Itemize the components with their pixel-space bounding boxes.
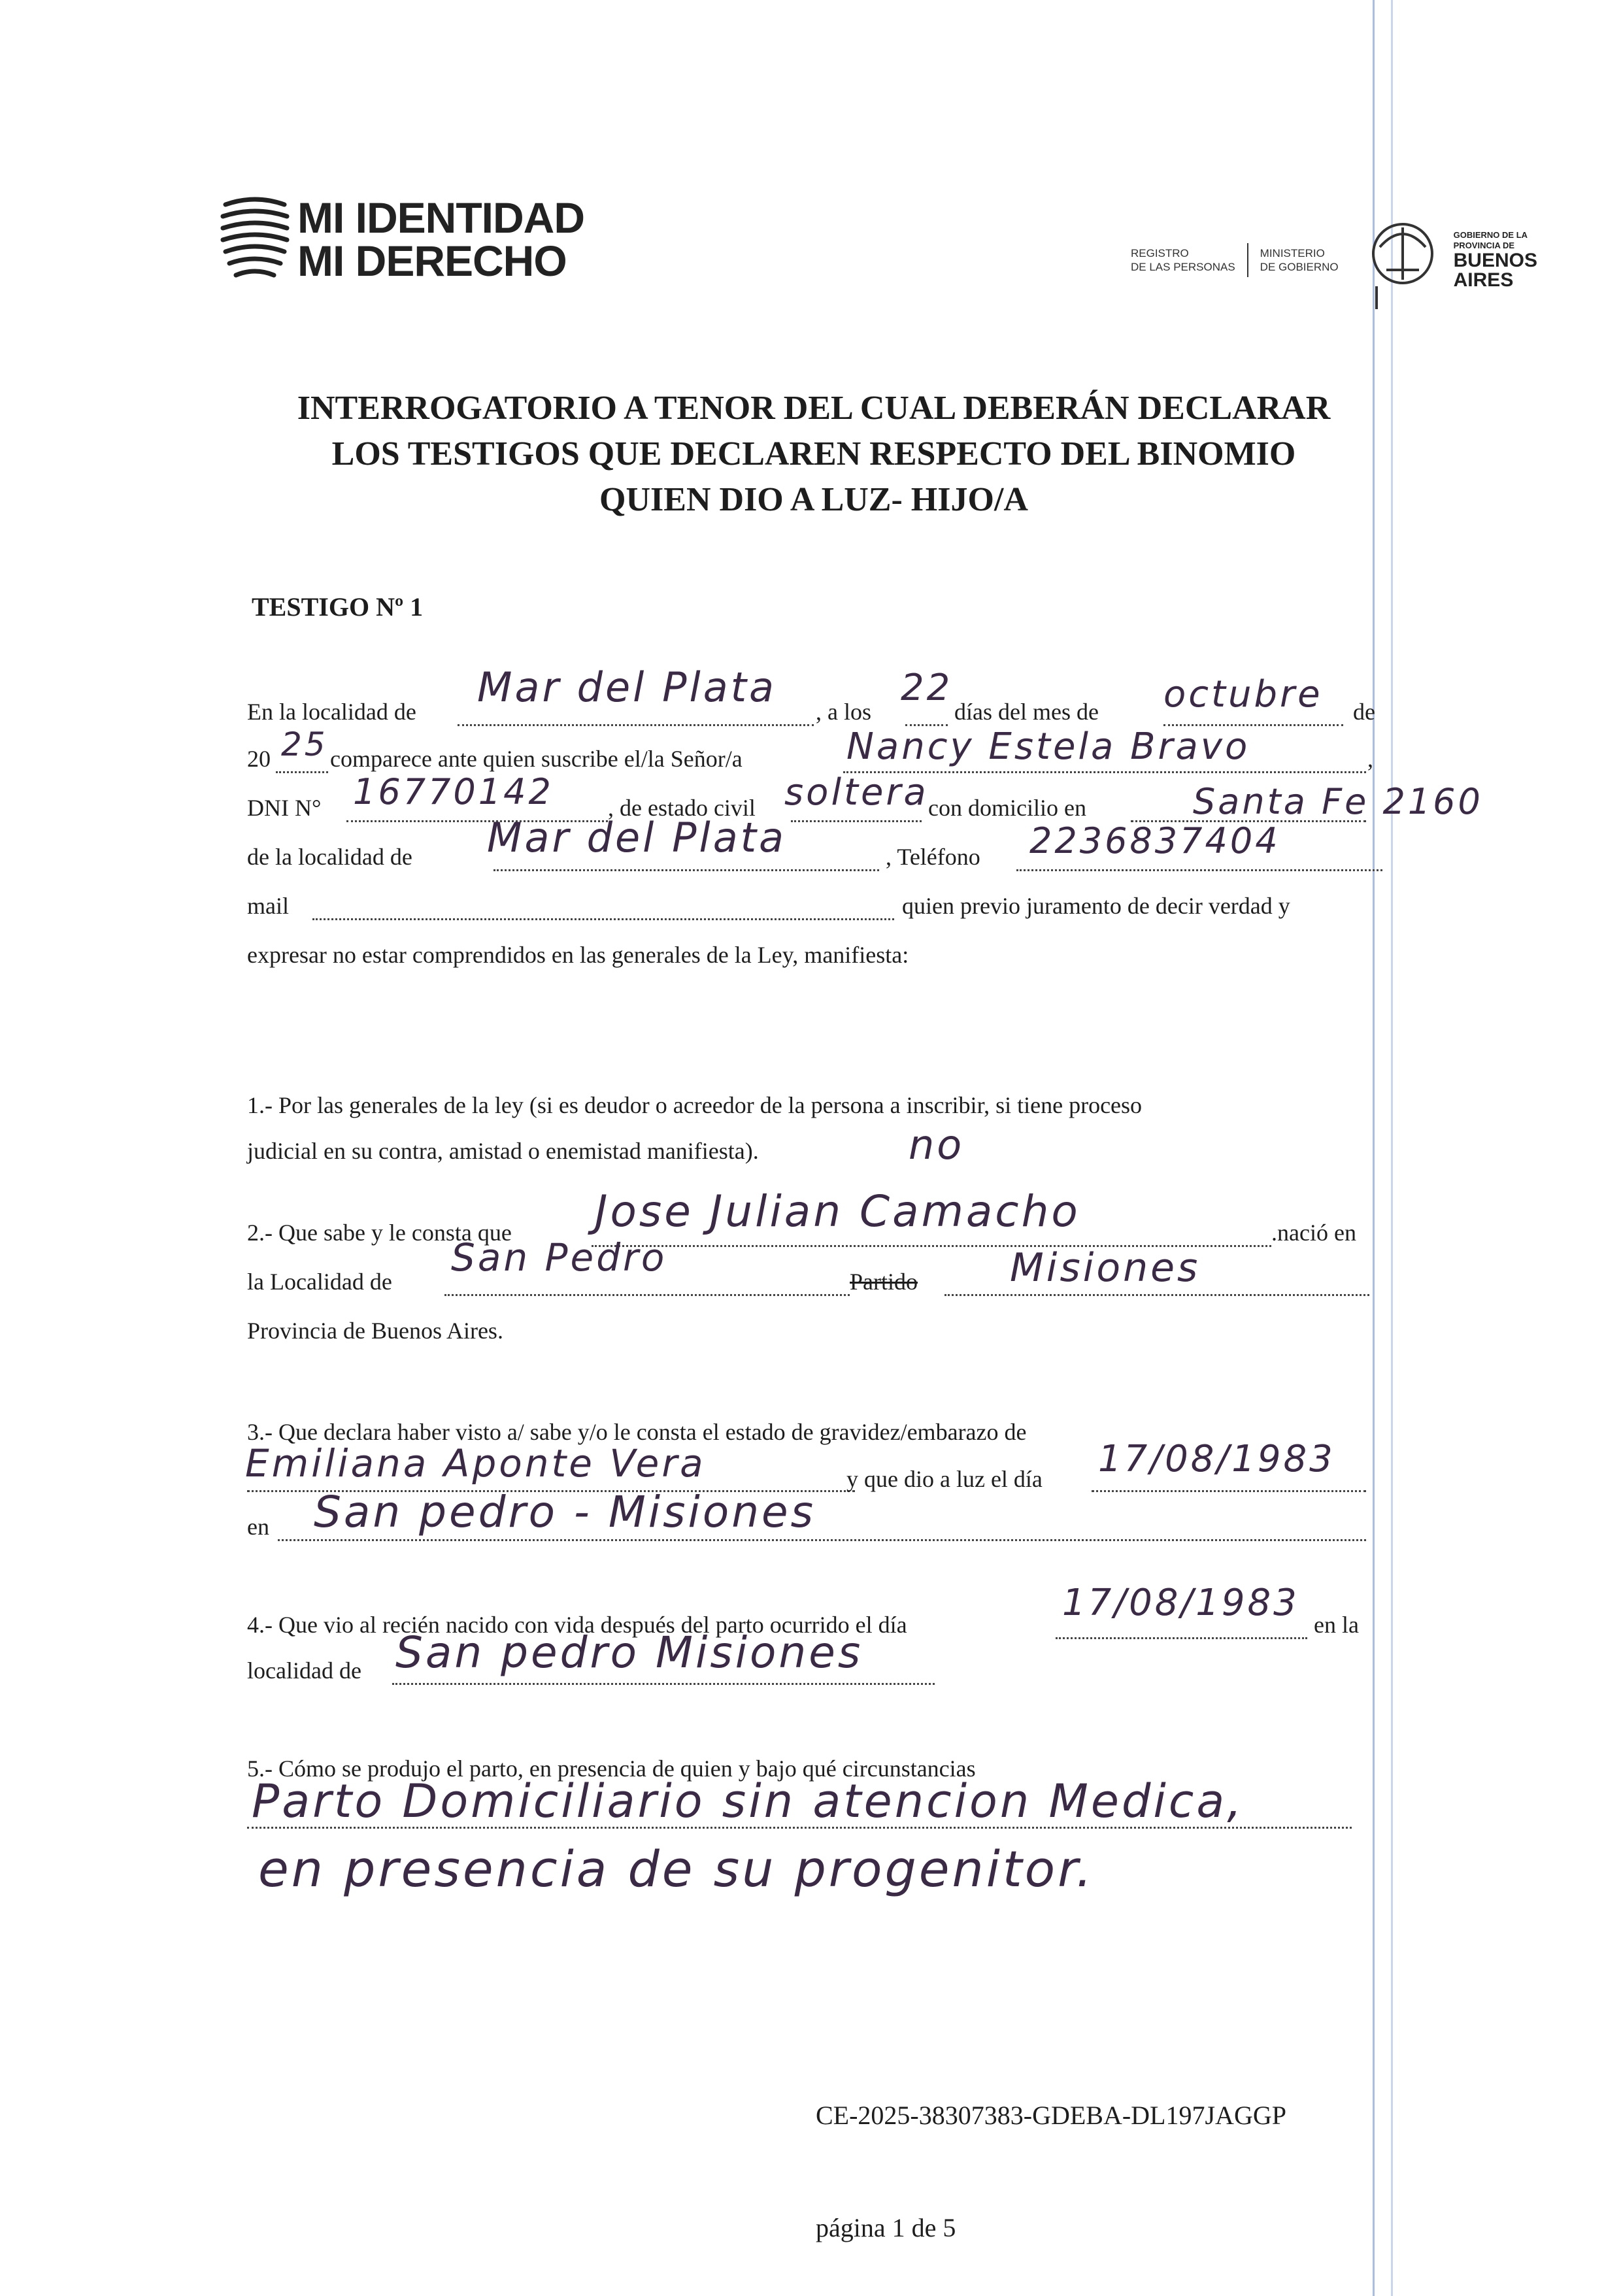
buenos-text: BUENOS [1453,250,1537,271]
field-year-line [276,771,328,773]
q3-dio-luz: y que dio a luz el día [846,1466,1043,1492]
q2-localidad-label: la Localidad de [247,1269,392,1295]
hw-q4-fecha: 17/08/1983 [1062,1582,1299,1624]
field-localidad-line [458,724,814,726]
hw-q2-localidad: San Pedro [451,1235,667,1280]
logo-line-2: MI DERECHO [297,237,567,285]
q2-partido-label: Partido [850,1269,918,1295]
hw-q3-fecha: 17/08/1983 [1098,1438,1335,1480]
hw-q5-line-1: Parto Domiciliario sin atencion Medica, [252,1774,1245,1828]
provincia-seal-icon [1363,208,1442,312]
hw-q2-nombre: Jose Julian Camacho [595,1186,1080,1237]
q4-line-1: 4.- Que vio al recién nacido con vida después del parto ocurrido el día [247,1612,907,1638]
label-expresar: expresar no estar comprendidos en las generales de la Ley, manifiesta: [247,942,909,968]
field-q4-fecha-line [1056,1637,1307,1639]
q2-line-1: 2.- Que sabe y le consta que [247,1220,512,1246]
mi-identidad-logo [219,193,584,285]
q1-line-1: 1.- Por las generales de la ley (si es deudor o acreedor de la persona a inscribir, si tiene proceso [247,1092,1143,1118]
label-dias-del-mes: días del mes de [954,699,1099,725]
registro-line-1: REGISTRO [1131,247,1189,259]
label-dni: DNI N° [247,795,322,821]
header-divider [1247,243,1248,277]
hw-q2-partido: Misiones [1010,1245,1201,1291]
document-title [216,386,1412,523]
q3-en: en [247,1514,269,1540]
q2-nacio: .nació en [1271,1220,1356,1246]
hw-telefono: 2236837404 [1029,820,1280,861]
label-localidad: En la localidad de [247,699,416,725]
ministerio-line-1: MINISTERIO [1260,247,1325,259]
field-mail-line [312,918,894,920]
hw-q1: no [909,1121,965,1169]
field-q2-partido-line [944,1294,1369,1296]
q1-line-2: judicial en su contra, amistad o enemistad manifiesta). [247,1138,759,1164]
field-estado-line [791,820,922,822]
q5-line-1: 5.- Cómo se produjo el parto, en presencia de quien y bajo qué circunstancias [247,1755,976,1782]
ministerio-line-2: DE GOBIERNO [1260,261,1339,273]
field-q3-lugar-line [278,1539,1366,1541]
hw-estado-civil: soltera [784,771,929,814]
document-code: CE-2025-38307383-GDEBA-DL197JAGGP [816,2101,1286,2130]
gobierno-logo-block [1131,208,1537,312]
hw-q3-lugar: San pedro - Misiones [314,1487,816,1537]
label-de: de [1353,699,1375,725]
hw-q3-madre: Emiliana Aponte Vera [245,1441,706,1486]
field-q3-fecha-line [1092,1490,1366,1492]
label-comparece: comparece ante quien suscribe el/la Señor/a [330,746,743,772]
page-number: página 1 de 5 [816,2213,956,2242]
logo-line-1: MI IDENTIDAD [297,193,584,242]
witness-label: TESTIGO Nº 1 [252,592,424,622]
field-localidad2-line [493,869,879,871]
q3-line-1: 3.- Que declara haber visto a/ sabe y/o le consta el estado de gravidez/embarazo de [247,1419,1027,1445]
registro-line-2: DE LAS PERSONAS [1131,261,1235,273]
q2-provincia: Provincia de Buenos Aires. [247,1318,503,1344]
scan-line [1391,0,1393,2296]
hw-q5-line-2: en presencia de su progenitor. [258,1840,1095,1898]
hw-mes: octubre [1163,673,1323,716]
hw-localidad: Mar del Plata [477,663,777,711]
title-line-1: INTERROGATORIO A TENOR DEL CUAL DEBERÁN DECLARAR [297,390,1331,427]
aires-text: AIRES [1453,269,1514,291]
label-juramento: quien previo juramento de decir verdad y [902,893,1290,919]
label-year-prefix: 20 [247,746,271,772]
label-mail: mail [247,893,289,919]
hw-dni: 16770142 [353,771,554,812]
gobierno-line-2: PROVINCIA DE [1453,241,1515,250]
field-telefono-line [1016,869,1382,871]
hw-localidad2: Mar del Plata [487,814,787,861]
q4-localidad-label: localidad de [247,1657,361,1684]
label-a-los: , a los [816,699,871,725]
title-line-2: LOS TESTIGOS QUE DECLAREN RESPECTO DEL BINOMIO [331,435,1296,473]
fingerprint-icon [219,197,291,282]
gobierno-line-1: GOBIERNO DE LA [1453,230,1528,240]
label-domicilio: con domicilio en [928,795,1086,821]
hw-nombre: Nancy Estela Bravo [846,725,1250,768]
hw-dia: 22 [901,667,953,709]
label-telefono: , Teléfono [886,844,980,870]
field-q4-lugar-line [392,1683,935,1685]
scan-line [1373,0,1375,2296]
hw-anio: 25 [281,725,328,763]
hw-domicilio: Santa Fe 2160 [1193,781,1483,822]
field-q2-localidad-line [444,1294,850,1296]
q4-en-la: en la [1314,1612,1359,1638]
hw-q4-lugar: San pedro Misiones [395,1627,863,1678]
label-de-la-localidad: de la localidad de [247,844,412,870]
label-comma: , [1367,746,1373,772]
label-estado-civil: , de estado civil [608,795,756,821]
title-line-3: QUIEN DIO A LUZ- HIJO/A [599,481,1028,518]
